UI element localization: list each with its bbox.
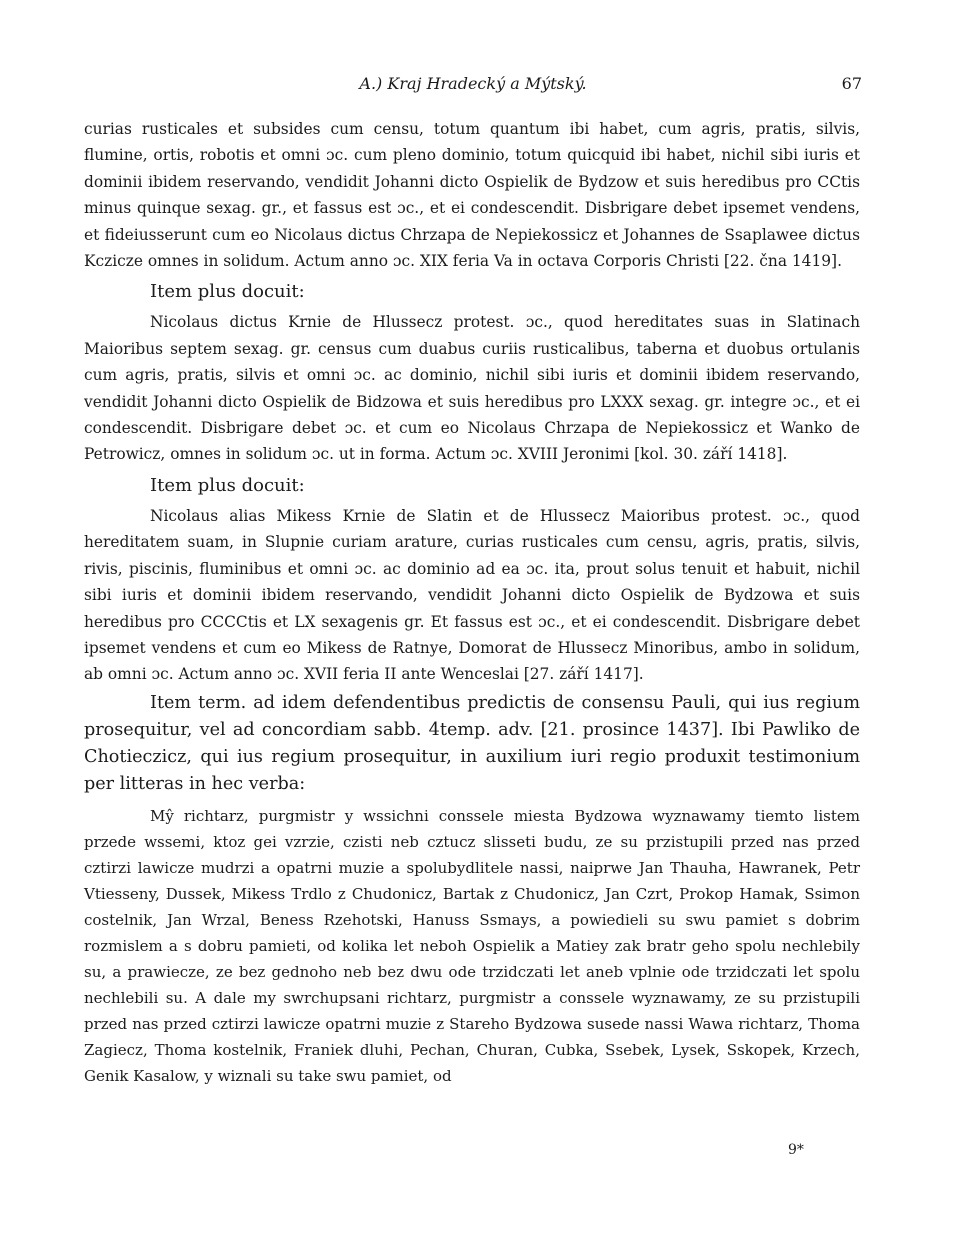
section-heading: Item plus docuit: <box>150 281 305 303</box>
section-heading: Item plus docuit: <box>150 474 305 496</box>
paragraph-sale-record-3: Nicolaus alias Mikess Krnie de Slatin et de Hlussecz Maioribus protest. ɔc., quod hereditatem suam, in Slupnie curiam arature, curias rusticales cum censu, agris, pratis, silvis, rivis, piscinis, fluminibus et omni ɔc. ac dominio ad ea ɔc. ita, prout solus tenuit et habuit, nichil sibi iuris et dominii ibidem reservando, vendidit Johanni dicto Ospielik de Bydzowa et suis heredibus pro CCCCtis et LX sexagenis gr. Et fassus est ɔc., et ei condescendit. Disbrigare debet ipsemet vendens et cum eo Mikess de Ratnye, Domorat de Hlussecz Minoribus, ambo in solidum, ab omni ɔc. Actum anno ɔc. XVII feria II ante Wenceslai [27. září 1417]. <box>84 506 860 684</box>
running-head: A.) Kraj Hradecký a Mýtský. <box>359 74 587 93</box>
paragraph-czech-testimony: Mŷ richtarz, purgmistr y wssichni conssele miesta Bydzowa wyznawamy tiemto listem przede wssemi, ktoz gei vzrzie, czisti neb cztucz slisseti budu, ze su przistupili przed nas przed cztirzi lawicze mudrzi a opatrni muzie a spolubydlitele nassi, naiprwe Jan Thauha, Hawranek, Petr Vtiesseny, Dussek, Mikess Trdlo z Chudonicz, Bartak z Chudonicz, Jan Czrt, Prokop Hamak, Ssimon costelnik, Jan Wrzal, Beness Rzehotski, Hanuss Ssmays, a powiedieli su swu pamiet s dobrim rozmislem a s dobru pamieti, od kolika let neboh Ospielik a Matiey zak bratr geho spolu nechlebily su, a prawiecze, ze bez gednoho neb bez dwu ode trzidczati let aneb vplnie ode trzidczati let spolu nechlebili su. A dale my swrchupsani richtarz, purgmistr a conssele wyznawamy, ze su przistupili przed nas przed cztirzi lawicze opatrni muzie z Stareho Bydzowa susede nassi Wawa richtarz, Thoma Zagiecz, Thoma kostelnik, Franiek dluhi, Pechan, Churan, Cubka, Ssebek, Lysek, Sskopek, Krzech, Genik Kasalow, y wiznali su take swu pamiet, od <box>84 806 860 1086</box>
paragraph-sale-record-1: curias rusticales et subsides cum censu, totum quantum ibi habet, cum agris, pratis, silvis, flumine, ortis, robotis et omni ɔc. cum pleno dominio, totum quicquid ibi habet, nichil sibi iuris et dominii ibidem reservando, vendidit Johanni dicto Ospielik de Bydzow et suis heredibus pro CCtis minus quinque sexag. gr., et fassus est ɔc., et ei condescendit. Disbrigare debet ipsemet vendens, et fideiusserunt cum eo Nicolaus dictus Chrzapa de Nepiekossicz et Johannes de Ssaplawee dictus Kczicze omnes in solidum. Actum anno ɔc. XIX feria Va in octava Corporis Christi [22. čna 1419]. <box>84 120 860 271</box>
page-number: 67 <box>841 74 862 93</box>
body-text <box>84 116 860 1090</box>
signature-mark: 9* <box>788 1142 804 1158</box>
page-header <box>84 74 862 98</box>
paragraph-court-term: Item term. ad idem defendentibus predictis de consensu Pauli, qui ius regium prosequitur, vel ad concordiam sabb. 4temp. adv. [21. prosince 1437]. Ibi Pawliko de Chotieczicz, qui ius regium prosequitur, in auxilium iuri regio produxit testimonium per litteras in hec verba: <box>84 692 860 795</box>
paragraph-sale-record-2: Nicolaus dictus Krnie de Hlussecz protest. ɔc., quod hereditates suas in Slatinach Maioribus septem sexag. gr. census cum duabus curiis rusticalibus, taberna et duobus ortulanis cum agris, pratis, silvis et omni ɔc. ac dominio, nichil sibi iuris et dominii ibidem reservando, vendidit Johanni dicto Ospielik de Bidzowa et suis heredibus pro LXXX sexag. gr. integre ɔc., et ei condescendit. Disbrigare debet ɔc. et cum eo Nicolaus Chrzapa de Nepiekossicz et Wanko de Petrowicz, omnes in solidum ɔc. ut in forma. Actum ɔc. XVIII Jeronimi [kol. 30. září 1418]. <box>84 313 860 464</box>
